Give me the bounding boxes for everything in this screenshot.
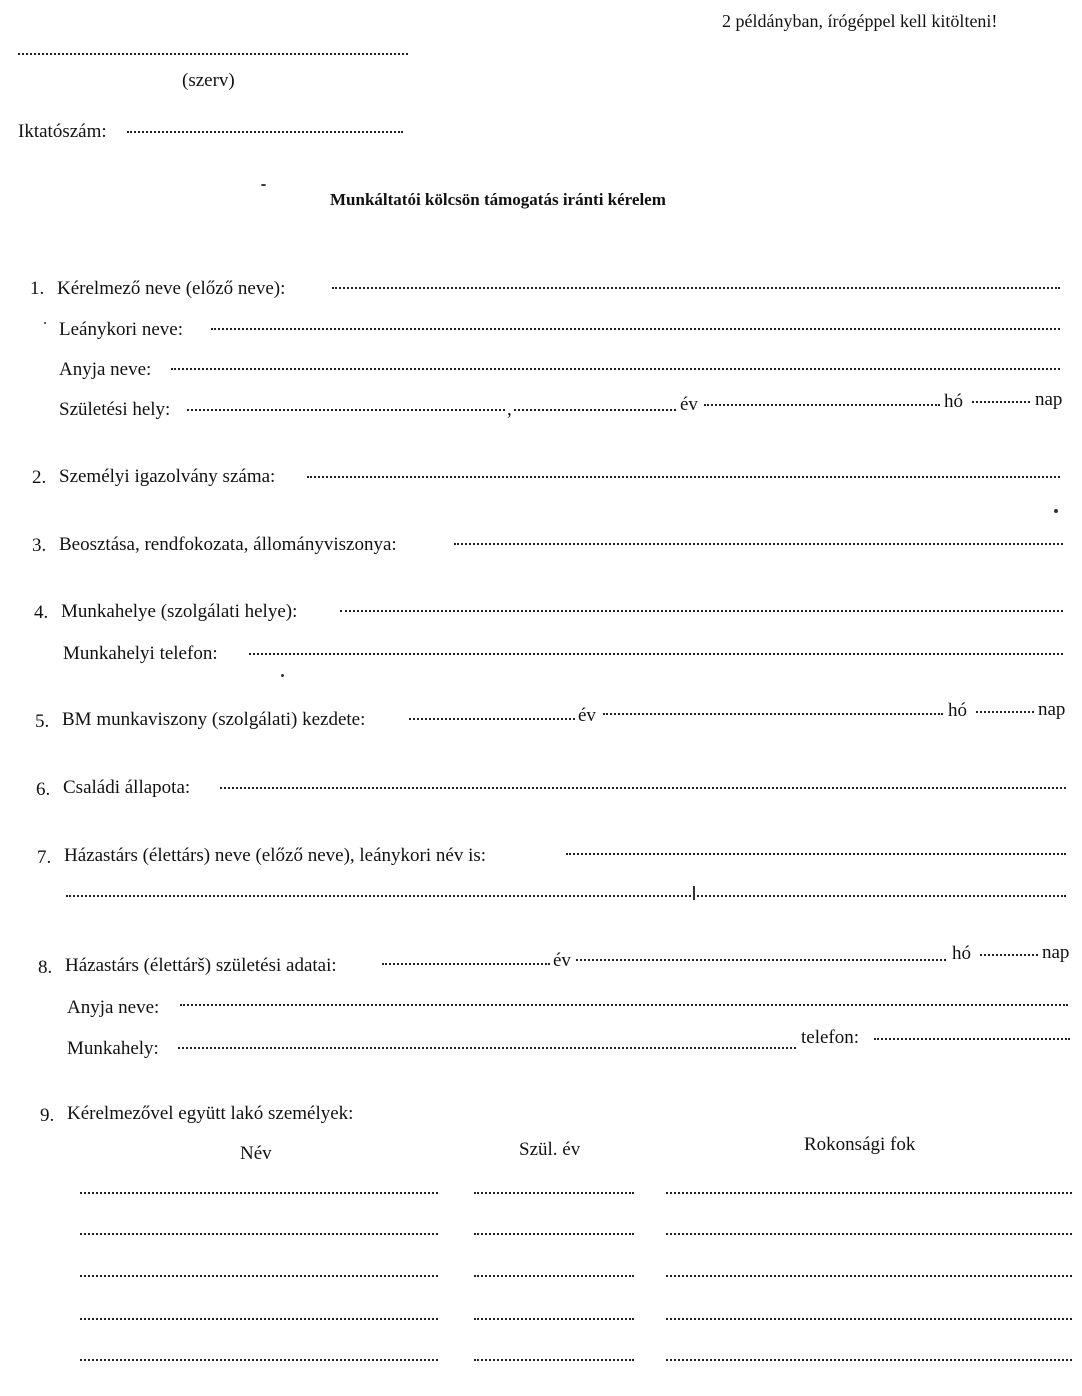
- column-header-relationship: Rokonsági fok: [804, 1134, 916, 1155]
- work-phone-field[interactable]: [249, 653, 1063, 655]
- section-5-number: 5.: [35, 711, 50, 732]
- id-card-label: Személyi igazolvány száma:: [59, 466, 276, 487]
- section-8-number: 8.: [38, 957, 53, 978]
- applicant-name-label: Kérelmező neve (előző neve):: [57, 278, 286, 299]
- spouse-workplace-label: Munkahely:: [67, 1038, 159, 1059]
- cohabitant-name-field[interactable]: [80, 1318, 438, 1320]
- position-field[interactable]: [454, 543, 1063, 545]
- scan-speck: [261, 184, 266, 186]
- birth-day-label: nap: [1035, 389, 1063, 410]
- copies-note: 2 példányban, írógéppel kell kitölteni!: [722, 11, 998, 31]
- section-6-number: 6.: [36, 779, 51, 800]
- section-2-number: 2.: [32, 467, 47, 488]
- section-1-number: 1.: [30, 278, 45, 299]
- workplace-field[interactable]: [340, 610, 1063, 612]
- mother-name-field[interactable]: [171, 368, 1060, 370]
- birth-place-label: Születési hely:: [59, 399, 171, 420]
- column-header-birth-year: Szül. év: [519, 1139, 581, 1160]
- employment-start-label: BM munkaviszony (szolgálati) kezdete:: [62, 709, 366, 730]
- cohabitant-birth-year-field[interactable]: [474, 1275, 634, 1277]
- section-4-number: 4.: [34, 602, 49, 623]
- marital-status-field[interactable]: [220, 787, 1066, 789]
- spouse-name-label: Házastárs (élettárs) neve (előző neve), leánykori név is:: [64, 845, 487, 866]
- cohabitant-birth-year-field[interactable]: [474, 1233, 634, 1235]
- birth-day-field[interactable]: [972, 401, 1030, 403]
- birth-year-label: év: [680, 394, 698, 415]
- cohabitant-birth-year-field[interactable]: [474, 1359, 634, 1361]
- spouse-birth-month-label: hó: [952, 943, 971, 964]
- employment-month-field[interactable]: [603, 713, 943, 715]
- birth-month-label: hó: [944, 391, 963, 412]
- cohabitant-relationship-field[interactable]: [666, 1318, 1072, 1320]
- work-phone-label: Munkahelyi telefon:: [63, 643, 218, 664]
- section-9-number: 9.: [40, 1105, 55, 1126]
- spouse-mother-name-field[interactable]: [180, 1004, 1068, 1006]
- cohabitant-relationship-field[interactable]: [666, 1275, 1072, 1277]
- cohabitant-birth-year-field[interactable]: [474, 1318, 634, 1320]
- marital-status-label: Családi állapota:: [63, 777, 191, 798]
- cohabitant-name-field[interactable]: [80, 1192, 438, 1194]
- maiden-name-label: Leánykori neve:: [59, 319, 183, 340]
- maiden-name-field[interactable]: [211, 328, 1060, 330]
- position-label: Beosztása, rendfokozata, állományviszonya:: [59, 534, 397, 555]
- birth-comma: ,: [507, 399, 512, 420]
- scan-speck: [44, 322, 46, 324]
- employment-year-label: év: [578, 705, 596, 726]
- section-3-number: 3.: [32, 535, 47, 556]
- spouse-birth-label: Házastárs (élettárš) születési adatai:: [65, 955, 337, 976]
- spouse-birth-month-field[interactable]: [576, 959, 946, 961]
- cohabitants-label: Kérelmezővel együtt lakó személyek:: [67, 1103, 354, 1124]
- cohabitant-relationship-field[interactable]: [666, 1359, 1072, 1361]
- id-card-field[interactable]: [307, 476, 1060, 478]
- birth-year-field[interactable]: [514, 409, 676, 411]
- birth-month-field[interactable]: [704, 404, 940, 406]
- org-label: (szerv): [182, 70, 235, 91]
- cohabitant-name-field[interactable]: [80, 1275, 438, 1277]
- spouse-name-field-line-2[interactable]: [66, 895, 1066, 897]
- scan-speck: [1054, 509, 1058, 513]
- spouse-birth-day-label: nap: [1042, 942, 1070, 963]
- spouse-mother-name-label: Anyja neve:: [67, 997, 160, 1018]
- cohabitant-name-field[interactable]: [80, 1359, 438, 1361]
- cohabitant-birth-year-field[interactable]: [474, 1192, 634, 1194]
- spouse-birth-year-field[interactable]: [382, 963, 550, 965]
- column-header-name: Név: [240, 1143, 272, 1164]
- spouse-phone-label: telefon:: [801, 1027, 860, 1048]
- spouse-name-field[interactable]: [566, 853, 1066, 855]
- employment-month-label: hó: [948, 700, 967, 721]
- applicant-name-field[interactable]: [332, 287, 1060, 289]
- birth-place-field[interactable]: [187, 409, 505, 411]
- form-title: Munkáltatói kölcsön támogatás iránti kérelem: [330, 190, 666, 209]
- org-field[interactable]: [18, 53, 408, 55]
- spouse-workplace-field[interactable]: [178, 1047, 796, 1049]
- reg-number-label: Iktatószám:: [18, 121, 107, 142]
- employment-day-field[interactable]: [976, 711, 1034, 713]
- spouse-birth-day-field[interactable]: [980, 954, 1038, 956]
- spouse-phone-field[interactable]: [874, 1038, 1070, 1040]
- employment-year-field[interactable]: [409, 718, 575, 720]
- mother-name-label: Anyja neve:: [59, 359, 152, 380]
- cohabitant-name-field[interactable]: [80, 1233, 438, 1235]
- reg-number-field[interactable]: [127, 131, 403, 133]
- spouse-birth-year-label: év: [553, 950, 571, 971]
- section-7-number: 7.: [37, 847, 52, 868]
- scan-speck: [281, 674, 284, 677]
- cohabitant-relationship-field[interactable]: [666, 1233, 1072, 1235]
- cohabitant-relationship-field[interactable]: [666, 1192, 1072, 1194]
- scan-speck: [693, 886, 695, 900]
- workplace-label: Munkahelye (szolgálati helye):: [61, 601, 298, 622]
- employment-day-label: nap: [1038, 699, 1066, 720]
